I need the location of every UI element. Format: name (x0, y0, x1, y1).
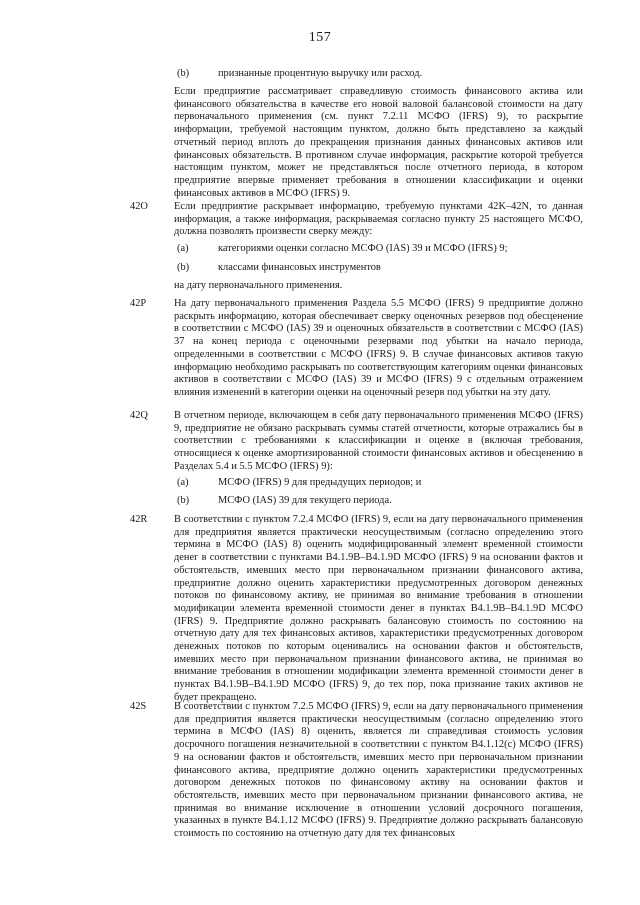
page-number: 157 (308, 30, 332, 45)
item-letter: (a) (177, 243, 189, 254)
item-text: категориями оценки согласно МСФО (IAS) 39 и МСФО (IFRS) 9; (218, 243, 508, 254)
paragraph-text: Если предприятие рассматривает справедливую стоимость финансового актива или финансового обязательства в качестве его новой валовой балансовой стоимости на дату первоначального применения (см. пункт 7.2.11 МСФО (IFRS) 9), то раскрытие информации, требуемой настоящим пунктом, должно быть представлено за каждый отчетный период вплоть до прекращения признания данных финансовых активов или финансовых обязательств. В противном случае информация, раскрытие которой требуется настоящим пунктом, может не представляться после отчетного периода, в котором предприятие впервые применяет требования в отношении классификации и оценки финансовых активов в МСФО (IFRS) 9. (174, 86, 583, 199)
paragraph-number-42S: 42S (130, 701, 147, 712)
item-letter: (b) (177, 495, 190, 506)
item-text: классами финансовых инструментов (218, 262, 381, 273)
item-text: МСФО (IFRS) 9 для предыдущих периодов; и (218, 477, 422, 488)
item-letter: (b) (177, 68, 190, 79)
paragraph-42P-text: На дату первоначального применения Раздела 5.5 МСФО (IFRS) 9 предприятие должно раскрыть информацию, которая обеспечивает сверку оценочных резервов под обесценение в соответствии с МСФО (IAS) 39 и оценочных обязательств в соответствии с МСФО (IAS) 37 на конец периода с оценочными резервами под убытки на начало периода, определенными в соответствии с МСФО (IFRS) 9. В случае финансовых активов такую информацию необходимо раскрывать по соответствующим категориям оценки финансовых активов в соответствии с МСФО (IAS) 39 и МСФО (IFRS) 9 с отдельным отражением влияния изменений в категории оценки на оценочный резерв под убытки на эту дату. (174, 298, 583, 398)
paragraph-42R-text: В соответствии с пунктом 7.2.4 МСФО (IFRS) 9, если на дату первоначального применения для предприятия является практически неосуществимым (согласно определению этого термина в МСФО (IAS) 8) оценить модифицированный элемент временной стоимости денег в соответствии с пунктами B4.1.9B–B4.1.9D МСФО (IFRS) 9 на основании фактов и обстоятельств, имевших место при первоначальном признании финансового актива, предприятие должно оценить характеристики предусмотренных договором денежных потоков по финансовому активу, не принимая во внимание требования в отношении модификации элемента временной стоимости денег в пунктах B4.1.9B–B4.1.9D МСФО (IFRS) 9. Предприятие должно раскрывать балансовую стоимость по состоянию на отчетную дату для тех финансовых активов, характеристики предусмотренных договором денежных потоков по которым оценивались на основании фактов и обстоятельств, имевших место при первоначальном признании финансового актива, не принимая во внимание требования в отношении модификации элемента временной стоимости денег в пунктах B4.1.9B–B4.1.9D МСФО (IFRS) 9, до тех пор, пока признание таких активов не будет прекращено. (174, 514, 583, 703)
item-text: признанные процентную выручку или расход. (218, 68, 423, 79)
paragraph-number-42Q: 42Q (130, 410, 148, 421)
paragraph-42Q-text: В отчетном периоде, включающем в себя дату первоначального применения МСФО (IFRS) 9, предприятие не обязано раскрывать суммы статей отчетности, которые отражались бы в соответствии с требованиями к классификации и оценке в (включая требования, относящиеся к оценке амортизированной стоимости финансовых активов и обесценению в Разделах 5.4 и 5.5 МСФО (IFRS) 9): (174, 410, 583, 472)
paragraph-number-42P: 42P (130, 298, 147, 309)
paragraph-42O-text: Если предприятие раскрывает информацию, требуемую пунктами 42K–42N, то данная информация, а также информация, раскрываемая согласно пункту 25 настоящего МСФО, должна позволять произвести сверку между: (174, 201, 583, 238)
paragraph-number-42R: 42R (130, 514, 148, 525)
paragraph-number-42O: 42O (130, 201, 148, 212)
item-letter: (b) (177, 262, 190, 273)
paragraph-42S-text: В соответствии с пунктом 7.2.5 МСФО (IFRS) 9, если на дату первоначального применения для предприятия является практически неосуществимым (согласно определению этого термина в МСФО (IAS) 8) оценить, является ли справедливая стоимость условия досрочного погашения незначительной в соответствии с пунктом B4.1.12(c) МСФО (IFRS) 9 на основании фактов и обстоятельств, имевших место при первоначальном признании финансового актива, предприятие должно оценить характеристики предусмотренных договором денежных потоков по финансовому активу на основании фактов и обстоятельств, имевших место при первоначальном признании финансового актива, не принимая во внимание исключение в отношении условий досрочного погашения, указанных в пункте B4.1.12 МСФО (IFRS) 9. Предприятие должно раскрывать балансовую стоимость по состоянию на отчетную дату для тех финансовых (174, 701, 583, 840)
paragraph-42O-tail: на дату первоначального применения. (174, 280, 343, 291)
item-text: МСФО (IAS) 39 для текущего периода. (218, 495, 392, 506)
item-letter: (a) (177, 477, 189, 488)
